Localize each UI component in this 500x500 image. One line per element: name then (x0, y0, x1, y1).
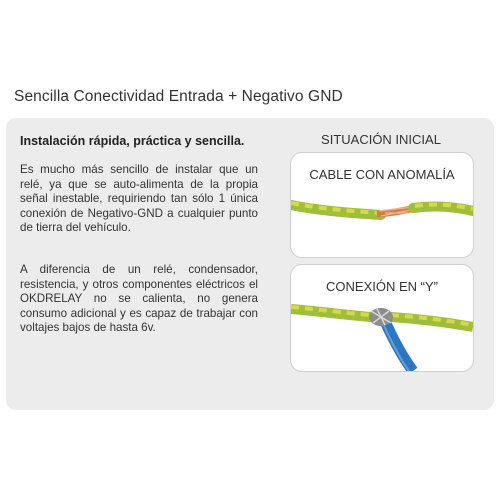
cable-anomalia-label: CABLE CON ANOMALÍA (309, 167, 455, 182)
conexion-y-box (290, 264, 474, 372)
situacion-inicial-label: SITUACIÓN INICIAL (321, 132, 441, 147)
section-title: Instalación rápida, práctica y sencilla. (20, 134, 245, 148)
conexion-y-label: CONEXIÓN EN “Y” (326, 279, 438, 294)
y-connection-image (291, 265, 473, 371)
paragraph-comparison: A diferencia de un relé, condensador, resistencia, y otros componentes eléctricos el OKDRELAY no se calienta, no genera consumo adicional y es capaz de trabajar con voltajes bajos de hasta 6v. (20, 263, 258, 335)
page-heading: Sencilla Conectividad Entrada + Negativo GND (14, 88, 343, 105)
cable-anomalia-box (290, 152, 474, 258)
paragraph-installation: Es mucho más sencillo de instalar que un relé, ya que se auto-alimenta de la propia señal inestable, requiriendo tan sólo 1 única conexión de Negativo-GND a cualquier punto de tierra del vehículo. (20, 163, 258, 235)
damaged-cable-image (291, 153, 473, 257)
